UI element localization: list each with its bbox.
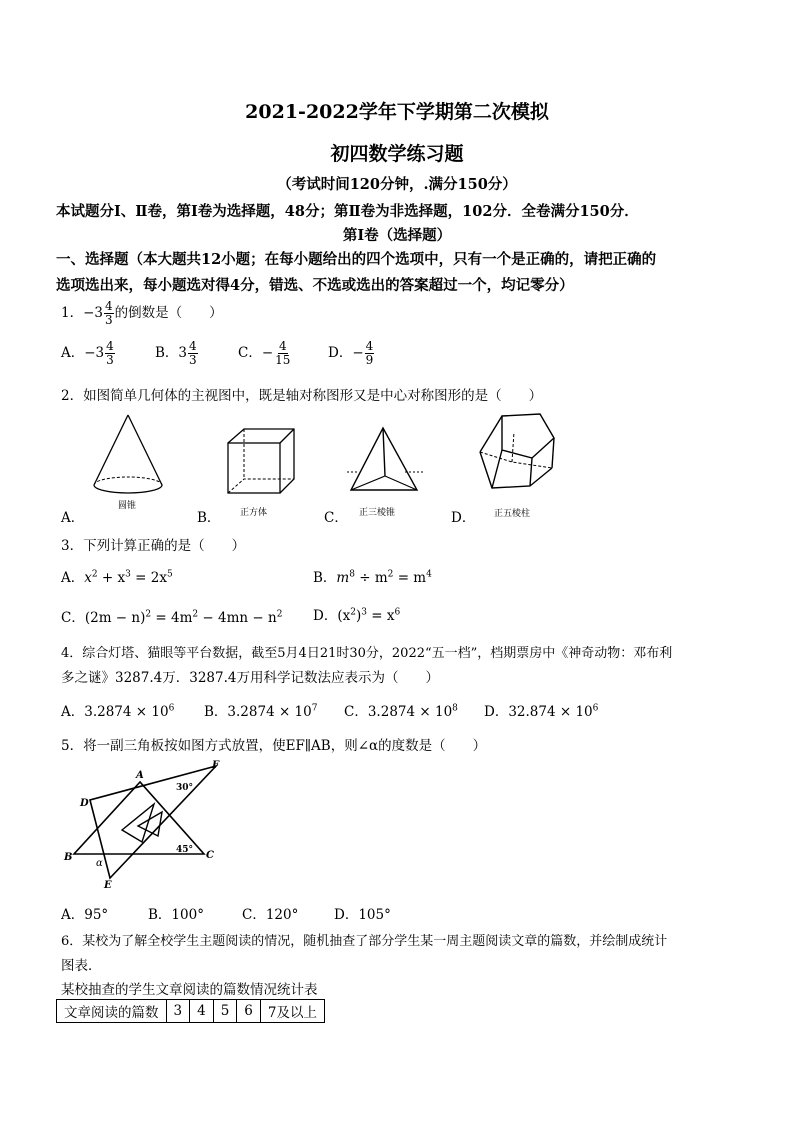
table-cell: 4 (190, 1000, 214, 1023)
cone-figure (88, 410, 168, 510)
question-2: 2．如图简单几何体的主视图中，既是轴对称图形又是中心对称图形的是（ ） (61, 388, 543, 404)
exam-time-note: （考试时间120分钟，.满分150分） (277, 176, 517, 193)
label-A: A (136, 770, 144, 781)
pyramid-caption: 正三棱锥 (359, 508, 396, 518)
table-cell: 文章阅读的篇数 (57, 1000, 167, 1023)
pyramid-figure (345, 420, 425, 520)
q2-option-d[interactable]: D． (451, 510, 476, 526)
exam-title: 2021-2022学年下学期第二次模拟 (245, 101, 549, 123)
q3-option-b[interactable]: B．$m^8 \div m^2 = m^4$ (313, 569, 432, 586)
table-cell: 7及以上 (260, 1000, 324, 1023)
label-B: B (64, 852, 73, 863)
q3-option-c[interactable]: C．$(2m - n)^2 = 4m^2 - 4mn - n^2$ (61, 609, 283, 626)
q3-option-d[interactable]: D．$(x^2)^3 = x^6$ (313, 607, 401, 624)
label-45: 45° (176, 845, 194, 855)
label-F: F (212, 760, 220, 771)
q5-option-d[interactable]: D．105° (334, 907, 391, 923)
q2-option-a[interactable]: A． (61, 510, 85, 526)
q1-option-b[interactable]: B．3 $\frac{4}{3}$ (155, 339, 197, 367)
table-cell: 3 (166, 1000, 190, 1023)
label-D: D (80, 798, 89, 809)
question-6-line2: 图表． (61, 958, 102, 974)
question-1: 1．−3 $\frac{4}{3}$ 的倒数是（ ） (61, 299, 223, 327)
part1-title: 第Ⅰ卷（选择题） (342, 227, 452, 244)
cone-caption: 圆锥 (118, 501, 137, 510)
table-cell: 5 (213, 1000, 237, 1023)
label-E: E (104, 880, 112, 890)
cube-caption: 正方体 (240, 508, 268, 518)
prism-figure (472, 410, 562, 520)
question-6-line1: 6．某校为了解全校学生主题阅读的情况，随机抽查了部分学生某一周主题阅读文章的篇数，并绘制成统计 (61, 934, 668, 949)
table-row (57, 1000, 325, 1023)
q5-option-a[interactable]: A．95° (61, 907, 109, 923)
label-30: 30° (176, 783, 194, 793)
question-4-line1: 4．综合灯塔、猫眼等平台数据，截至5月4日21时30分，2022“五一档”，档期票房中《神奇动物：邓布利 (61, 646, 673, 661)
q1-option-d[interactable]: D．− $\frac{4}{9}$ (328, 339, 374, 367)
section1-line1: 一、选择题（本大题共12小题；在每小题给出的四个选项中，只有一个是正确的，请把正确的 (56, 251, 657, 268)
q2-option-b[interactable]: B． (197, 510, 221, 526)
triangle-set-figure (62, 760, 232, 890)
exam-subtitle: 初四数学练习题 (330, 143, 464, 165)
stat-table-title: 某校抽查的学生文章阅读的篇数情况统计表 (61, 982, 318, 998)
section1-line2: 选项选出来，每小题选对得4分，错选、不选或选出的答案超过一个，均记零分） (56, 277, 574, 294)
question-3: 3．下列计算正确的是（ ） (61, 538, 246, 554)
q4-option-d[interactable]: D．$32.874 \times 10^6$ (484, 703, 599, 720)
q1-option-a[interactable]: A．−3 $\frac{4}{3}$ (61, 339, 114, 367)
q3-option-a[interactable]: A．$x^2 + x^3 = 2x^5$ (61, 569, 173, 586)
label-C: C (206, 850, 214, 861)
q1-option-c[interactable]: C．− $\frac{4}{15}$ (238, 339, 291, 367)
table-cell: 6 (237, 1000, 261, 1023)
question-5: 5．将一副三角板按如图方式放置，使EF∥AB，则∠α的度数是（ ） (61, 738, 487, 754)
question-4-line2: 多之谜》3287.4万．3287.4万用科学记数法应表示为（ ） (61, 670, 439, 686)
q4-option-b[interactable]: B．$3.2874 \times 10^7$ (204, 703, 318, 720)
stat-table (56, 999, 325, 1023)
q4-option-a[interactable]: A．$3.2874 \times 10^6$ (61, 703, 175, 720)
label-alpha: α (96, 858, 103, 869)
exam-intro: 本试题分Ⅰ、Ⅱ卷，第Ⅰ卷为选择题，48分；第Ⅱ卷为非选择题，102分．全卷满分150分． (56, 203, 639, 220)
q5-option-b[interactable]: B．100° (148, 907, 204, 923)
q4-option-c[interactable]: C．$3.2874 \times 10^8$ (344, 703, 458, 720)
q2-option-c[interactable]: C． (324, 510, 348, 526)
cube-figure (222, 425, 302, 520)
prism-caption: 正五棱柱 (494, 509, 531, 519)
q5-option-c[interactable]: C．120° (242, 907, 299, 923)
